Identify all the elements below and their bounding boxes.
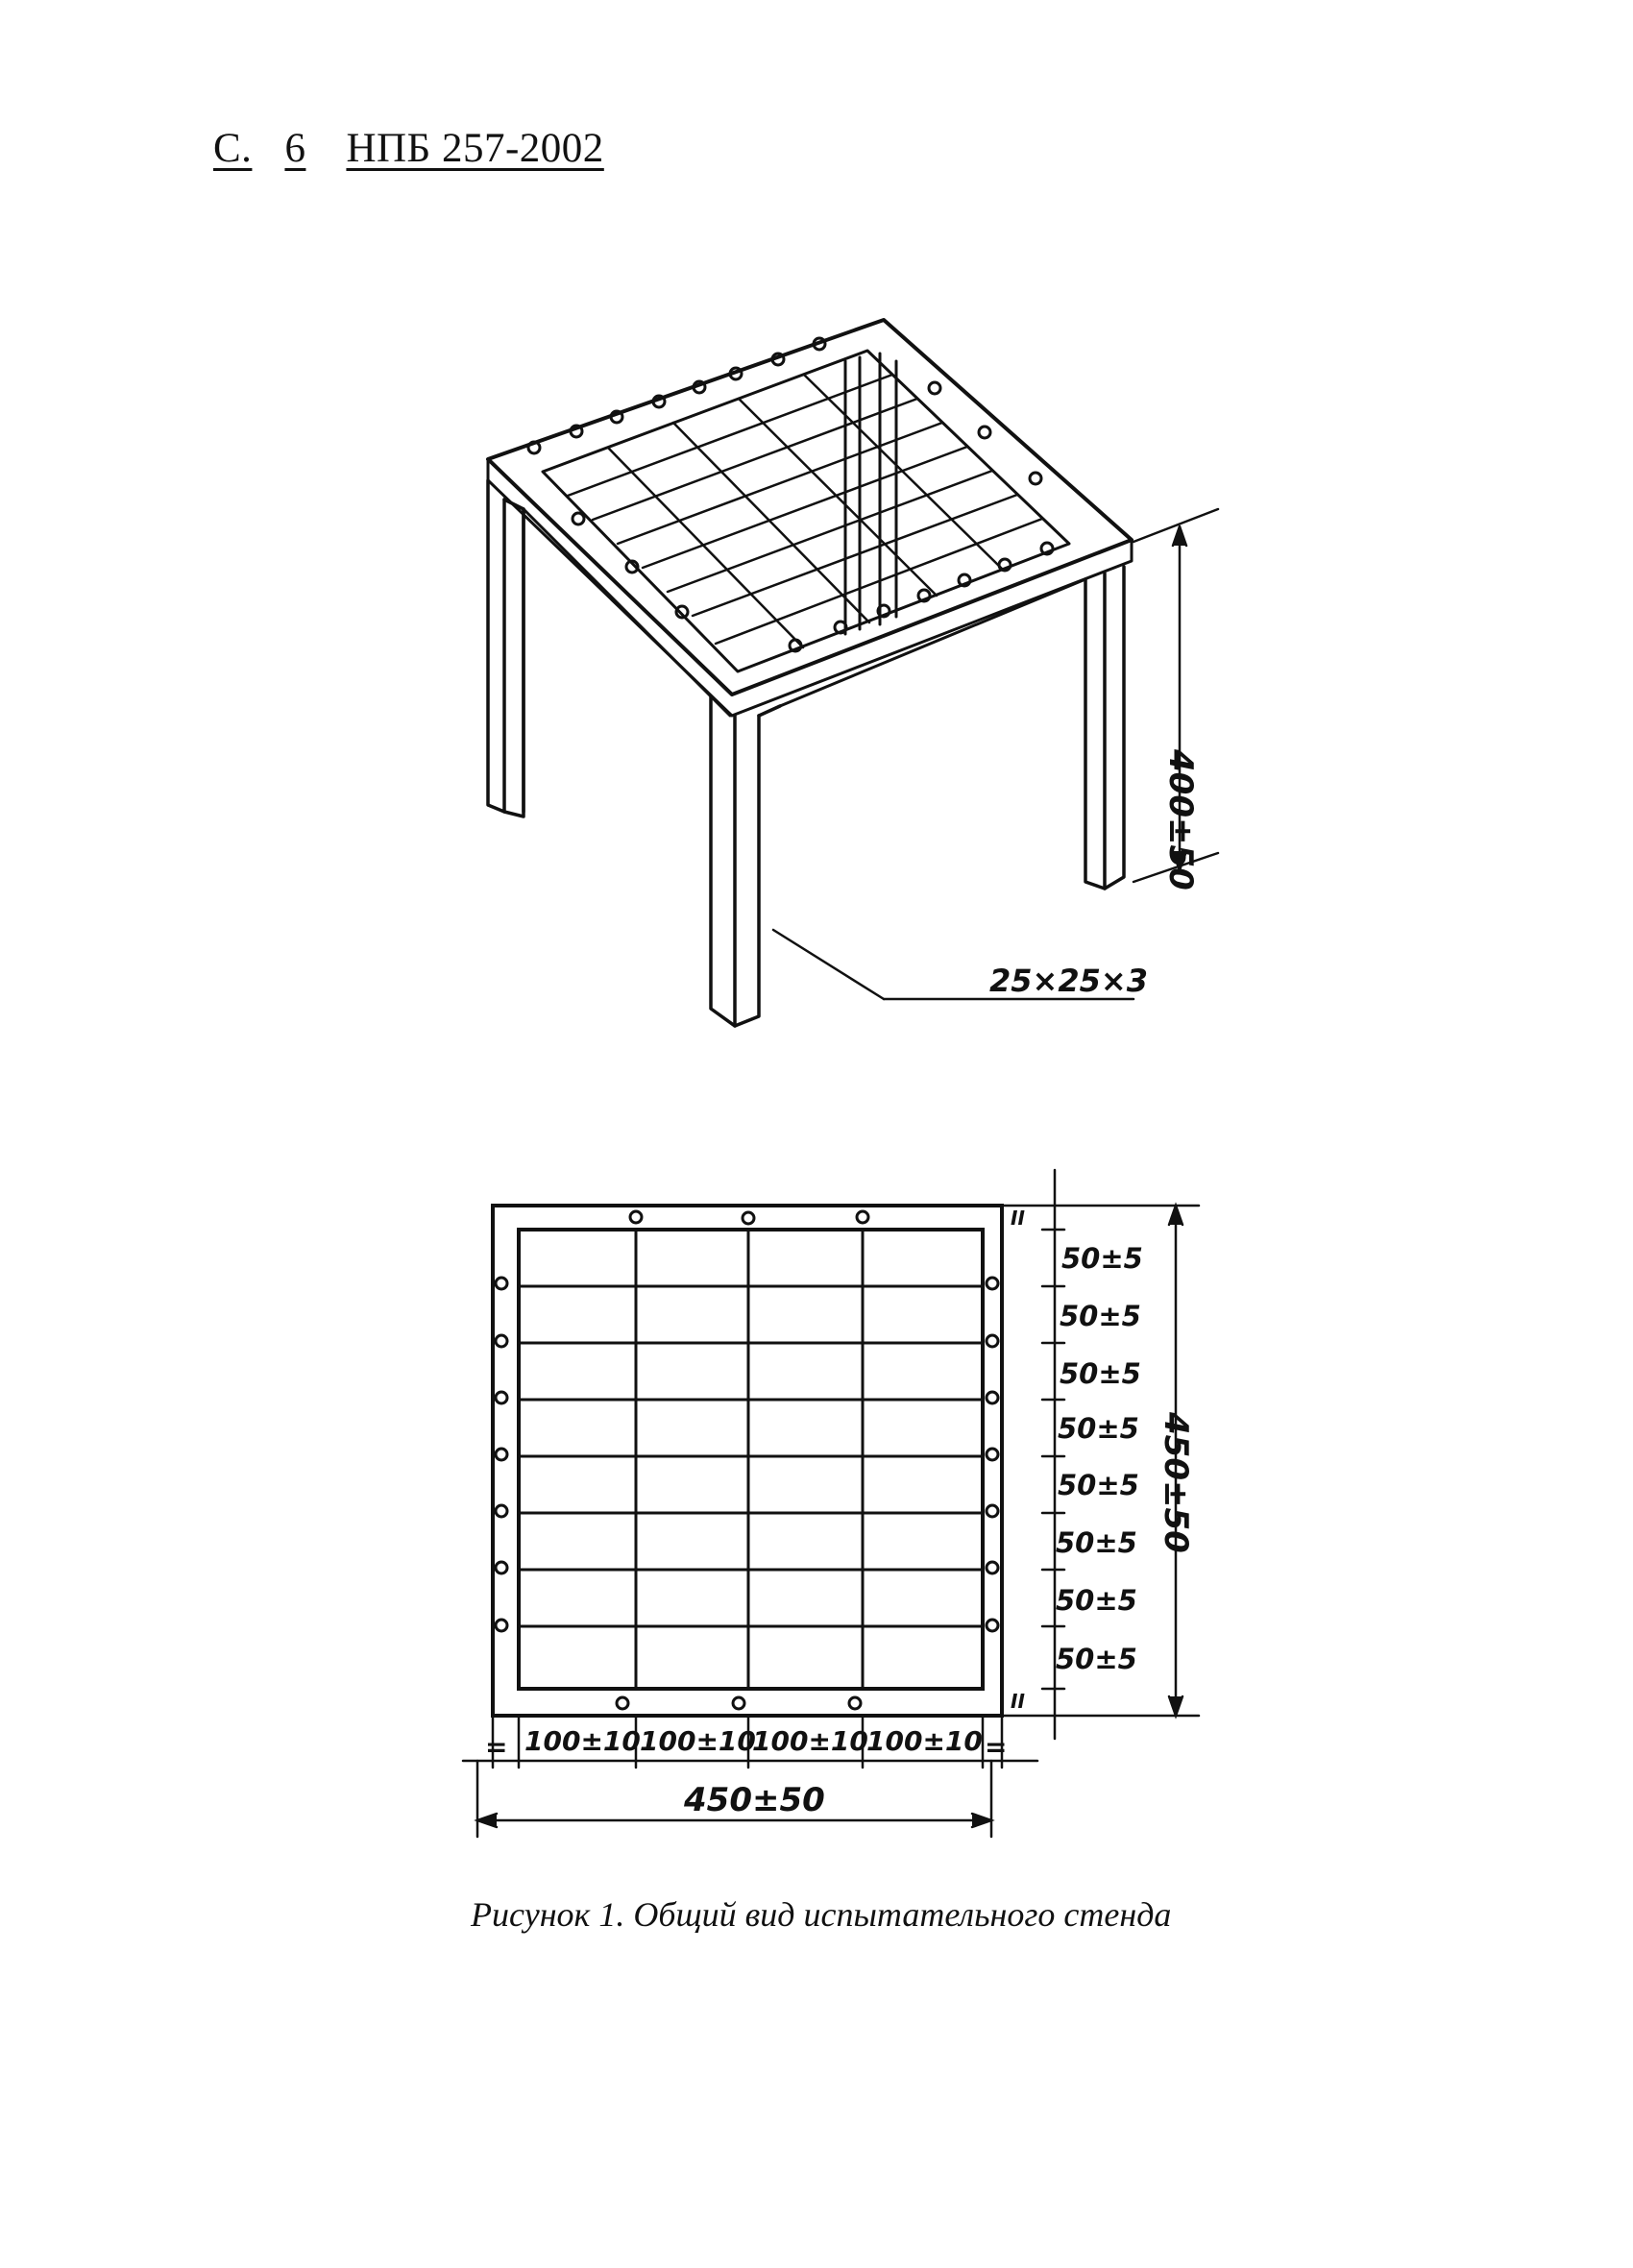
plan-view (463, 1170, 1199, 1837)
frame-underside-right (780, 579, 1085, 706)
grid-lines-b (608, 375, 1003, 647)
row-dimension-label: 50±5 (1056, 1584, 1137, 1617)
profile-callout-label: 25×25×3 (989, 963, 1148, 999)
row-dimension-label: 50±5 (1058, 1412, 1139, 1445)
leg-left (488, 480, 524, 817)
total-width-dimension-label: 450±50 (684, 1781, 825, 1819)
page-prefix: С. (213, 126, 253, 171)
row-dimension-label: 50±5 (1056, 1643, 1137, 1675)
page-number: 6 (284, 126, 306, 171)
frame-inner (543, 351, 1069, 671)
document-code: НПБ 257-2002 (346, 126, 604, 171)
edge-mark-top: II (1011, 1207, 1025, 1230)
row-dimension-label: 50±5 (1060, 1300, 1141, 1332)
bolt-holes (528, 338, 1053, 651)
frame-outer (488, 320, 1132, 695)
row-dimension-label: 50±5 (1061, 1242, 1143, 1275)
frame-thickness (488, 459, 1132, 716)
height-dimension-label: 400±50 (1161, 749, 1200, 890)
plan-holes-left (496, 1278, 507, 1631)
column-dimension-label: 100±10 (640, 1725, 756, 1757)
equal-mark-left: = (485, 1731, 508, 1763)
plan-frame-inner (519, 1230, 983, 1689)
equal-mark-right: = (985, 1731, 1008, 1763)
row-dimension-label: 50±5 (1056, 1526, 1137, 1559)
figure-caption: Рисунок 1. Общий вид испытательного стенда (471, 1895, 1172, 1934)
isometric-view (488, 320, 1218, 1026)
leg-right (1085, 567, 1124, 889)
column-dimension-label: 100±10 (866, 1725, 983, 1757)
column-dimension-label: 100±10 (524, 1725, 641, 1757)
row-dimension-labels (1056, 1242, 1143, 1675)
plan-vertical-lines (636, 1230, 863, 1689)
column-dimension-labels (485, 1725, 1007, 1763)
plan-holes-right (987, 1278, 998, 1631)
plan-horizontal-lines (519, 1286, 983, 1626)
leg-front (711, 696, 780, 1026)
row-dimension-label: 50±5 (1060, 1357, 1141, 1390)
column-dimension-label: 100±10 (752, 1725, 868, 1757)
edge-mark-bottom: II (1011, 1690, 1025, 1713)
total-height-dimension-label: 450±50 (1157, 1412, 1195, 1553)
row-dimension-label: 50±5 (1058, 1469, 1139, 1501)
